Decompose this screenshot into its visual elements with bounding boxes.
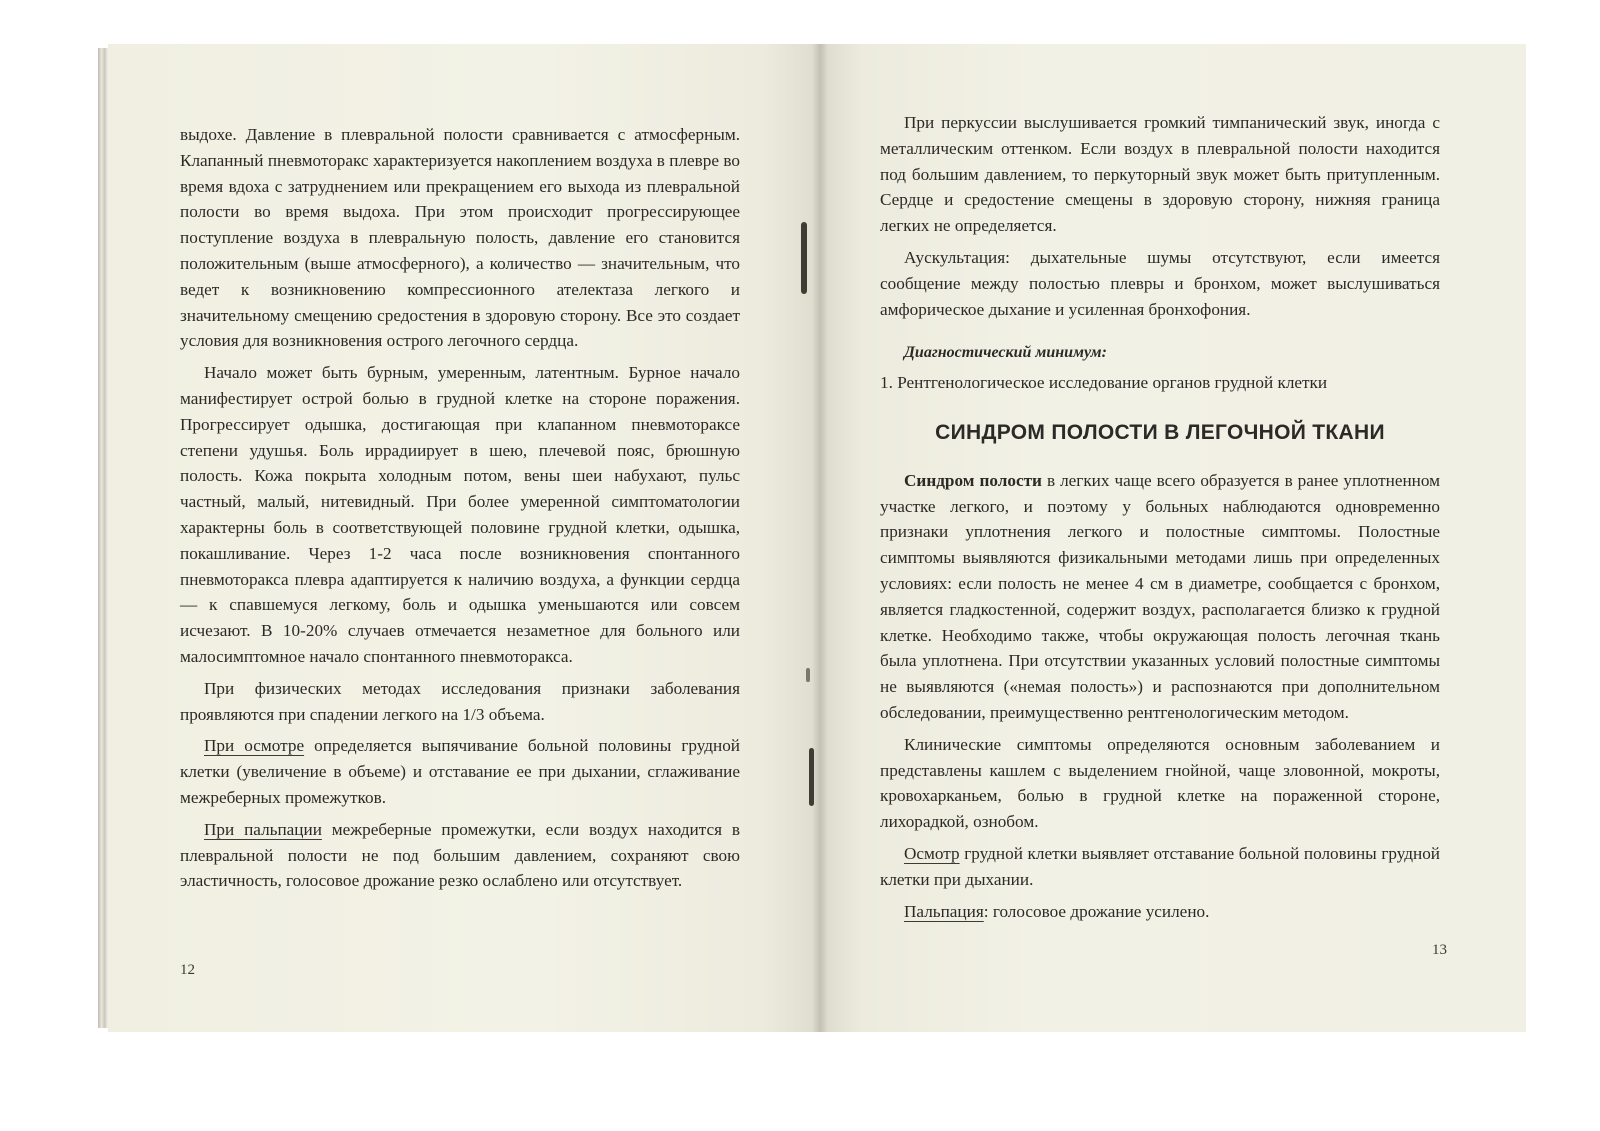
paragraph: Аускультация: дыхательные шумы отсутствуют, если имеется сообщение между полостью плевры и бронхом, может выслушиваться амфорическое дыхание и усиленная бронхофония. — [880, 247, 1440, 319]
paragraph-inspection — [180, 733, 740, 810]
paragraph-text: в легких чаще всего образуется в ранее уплотненном участке легкого, и поэтому у больных наблюдаются одновременно признаки уплотнения легкого и полостные симптомы. Полостные симптомы выявляются физикальными методами лишь при определенных условиях: если полость не менее 4 см в диаметре, сообщается с бронхом, является гладкостенной, содержит воздух, располагается близко к грудной клетке. Необходимо также, чтобы окружающая полость легочная ткань была уплотнена. При отсутствии указанных условий полостные симптомы не выявляются («немая полость») и распознаются при дополнительном обследовании, преимущественно рентгенологическим методом. — [880, 470, 1440, 722]
left-page-text — [180, 122, 740, 900]
paragraph-text: межреберные промежутки, если воздух находится в плевральной полости не под большим давлением, сохраняют свою эластичность, голосовое дрожание резко ослаблено или отсутствует. — [180, 819, 740, 891]
paragraph: Клинические симптомы определяются основным заболеванием и представлены кашлем с выделением гнойной, чаще зловонной, мокроты, кровохарканьем, болью в грудной клетке на пораженной стороне, лихорадкой, ознобом. — [880, 734, 1440, 832]
paragraph: При физических методах исследования признаки заболевания проявляются при спадении легкого на 1/3 объема. — [180, 678, 740, 724]
section-title: СИНДРОМ ПОЛОСТИ В ЛЕГОЧНОЙ ТКАНИ — [935, 420, 1385, 444]
paragraph: Начало может быть бурным, умеренным, латентным. Бурное начало манифестирует острой болью в грудной клетке на стороне поражения. Прогрессирует одышка, достигающая при клапанном пневмотораксе степени удушья. Боль иррадиирует в шею, плечевой пояс, брюшную полость. Кожа покрыта холодным потом, вены шеи набухают, пульс частный, малый, нитевидный. При более умеренной симптоматологии характерны боль в соответствующей половине грудной клетки, одышка, покашливание. Через 1-2 часа после возникновения спонтанного пневмоторакса плевра адаптируется к наличию воздуха, а функции сердца — к спавшемуся легкому, боль и одышка уменьшаются или совсем исчезают. В 10-20% случаев отмечается незаметное для больного или малосимптомное начало спонтанного пневмоторакса. — [180, 363, 740, 666]
underlined-term: При осмотре — [204, 736, 305, 756]
paragraph: При перкуссии выслушивается громкий тимпанический звук, иногда с металлическим оттенком. Если воздух в плевральной полости находится под большим давлением, то перкуторный звук может быть притупленным. Сердце и средостение смещены в здоровую сторону, нижняя граница легких не определяется. — [880, 113, 1440, 236]
book-gutter — [812, 44, 828, 1032]
paragraph-text: : голосовое дрожание усилено. — [983, 901, 1210, 921]
underlined-term: Осмотр — [904, 843, 960, 863]
staple-top — [801, 222, 807, 294]
paragraph-palpation — [880, 899, 1440, 925]
bold-term: Синдром полости — [904, 470, 1042, 490]
paragraph-palpation — [180, 817, 740, 894]
paragraph-text: определяется выпячивание больной половины грудной клетки (увеличение в объеме) и отставание ее при дыхании, сглаживание межреберных промежутков. — [180, 736, 740, 807]
right-page-text — [880, 110, 1440, 930]
diagnostic-heading: Диагностический минимум: — [904, 344, 1107, 362]
underlined-term: При пальпации — [204, 819, 322, 839]
underlined-term: Пальпация — [904, 901, 984, 921]
paragraph-cavity — [880, 468, 1440, 726]
paragraph: выдохе. Давление в плевральной полости сравнивается с атмосферным. Клапанный пневмоторакс характеризуется накоплением воздуха в плевре во время вдоха с затруднением или прекращением его выхода из плевральной полости во время выдоха. При этом происходит прогрессирующее поступление воздуха в плевральную полость, давление его становится положительным (выше атмосферного), а количество — значительным, что ведет к возникновению компрессионного ателектаза легкого и значительному смещению средостения в здоровую сторону. Все это создает условия для возникновения острого легочного сердца. — [180, 125, 740, 351]
paragraph-inspection — [880, 841, 1440, 893]
page-number-left: 12 — [180, 962, 195, 978]
page-number-right: 13 — [1432, 942, 1447, 958]
staple-mid — [806, 668, 810, 682]
list-item: 1. Рентгенологическое исследование органов грудной клетки — [880, 373, 1328, 393]
staple-bottom — [809, 748, 814, 806]
paragraph-text: грудной клетки выявляет отставание больной половины грудной клетки при дыхании. — [880, 843, 1440, 889]
